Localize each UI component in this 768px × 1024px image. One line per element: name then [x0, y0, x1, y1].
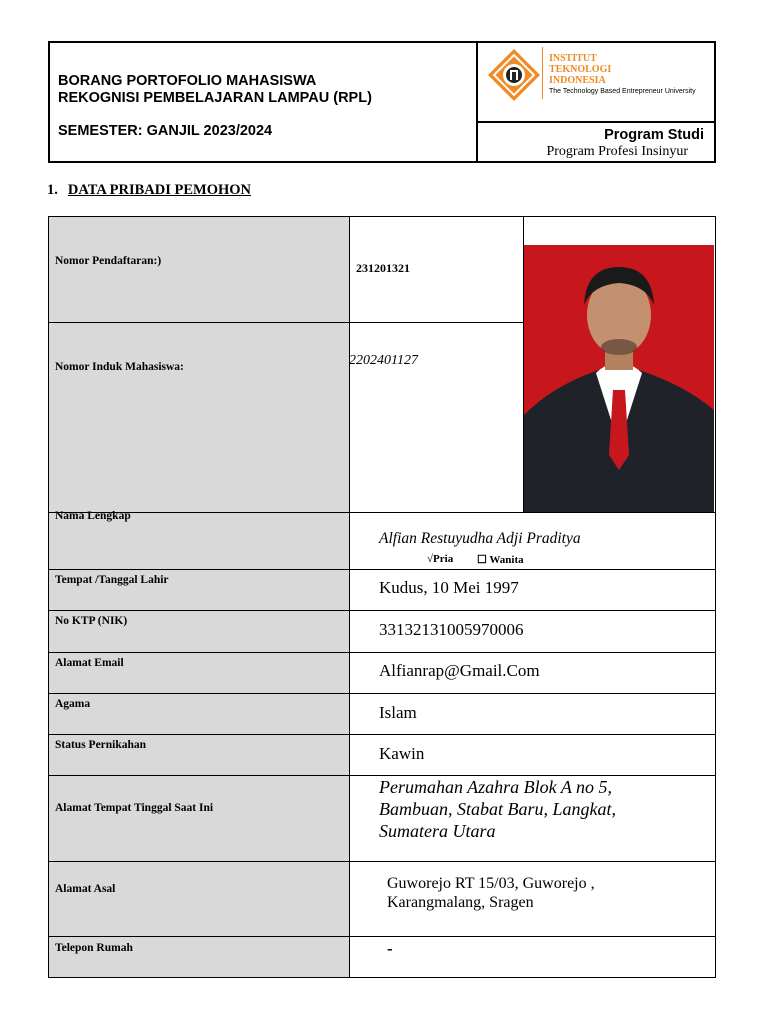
telepon-rumah-label: Telepon Rumah: [55, 942, 133, 954]
agama-label: Agama: [55, 698, 91, 710]
row-divider: [49, 693, 715, 694]
form-title-line2: REKOGNISI PEMBELAJARAN LAMPAU (RPL): [58, 90, 372, 106]
agama-value: Islam: [379, 703, 417, 722]
header-institution-block: [478, 43, 714, 161]
row-divider: [49, 512, 715, 513]
alamat-tinggal-line2: Bambuan, Stabat Baru, Langkat,: [379, 799, 616, 819]
nama-lengkap-label: Nama Lengkap: [55, 510, 131, 522]
nomor-pendaftaran-label: Nomor Pendaftaran:): [55, 255, 162, 267]
semester-label: SEMESTER: GANJIL 2023/2024: [58, 123, 273, 139]
section-title: DATA PRIBADI PEMOHON: [67, 182, 252, 198]
program-studi-label: Program Studi: [604, 127, 704, 143]
alamat-asal-label: Alamat Asal: [55, 883, 116, 895]
alamat-tinggal-value: [379, 776, 616, 842]
nama-lengkap-value: Alfian Restuyudha Adji Praditya: [379, 530, 581, 547]
section-number: 1.: [47, 182, 58, 198]
iti-logo-icon: [486, 47, 542, 103]
section-heading: [47, 182, 251, 199]
applicant-photo: [524, 245, 714, 512]
email-label: Alamat Email: [55, 657, 124, 669]
logo-tagline: The Technology Based Entrepreneur University: [549, 88, 696, 95]
ttl-value: Kudus, 10 Mei 1997: [379, 578, 519, 597]
row-divider: [49, 861, 715, 862]
status-pernikahan-value: Kawin: [379, 744, 425, 763]
program-studi-value: Program Profesi Insinyur: [546, 144, 688, 159]
alamat-asal-line1: Guworejo RT 15/03, Guworejo ,: [387, 875, 595, 892]
institution-logo-box: [478, 43, 714, 123]
alamat-tinggal-line3: Sumatera Utara: [379, 821, 496, 841]
logo-divider: [542, 47, 543, 99]
personal-data-table: [48, 216, 716, 978]
ktp-value: 33132131005970006: [379, 620, 524, 639]
alamat-tinggal-label: Alamat Tempat Tinggal Saat Ini: [55, 802, 214, 814]
email-value: Alfianrap@Gmail.Com: [379, 661, 540, 680]
alamat-asal-line2: Karangmalang, Sragen: [387, 894, 534, 911]
nomor-pendaftaran-value: 231201321: [356, 261, 410, 275]
logo-text: [549, 53, 611, 86]
ttl-label: Tempat /Tanggal Lahir: [55, 574, 169, 586]
logo-line-3: INDONESIA: [549, 75, 606, 86]
logo-line-1: INSTITUT: [549, 53, 597, 64]
ktp-label: No KTP (NIK): [55, 615, 128, 627]
row-divider: [49, 652, 715, 653]
telepon-rumah-value: -: [387, 939, 393, 958]
gender-pria-option: √Pria: [427, 553, 454, 565]
row-divider: [49, 734, 715, 735]
gender-wanita-option: ☐ Wanita: [477, 554, 524, 566]
status-pernikahan-label: Status Pernikahan: [55, 739, 147, 751]
nim-label: Nomor Induk Mahasiswa:: [55, 361, 184, 373]
row-divider: [49, 569, 715, 570]
row-divider: [49, 936, 715, 937]
header-title-block: [50, 43, 478, 161]
row-divider: [49, 610, 715, 611]
nim-value: 2202401127: [349, 353, 418, 368]
alamat-tinggal-line1: Perumahan Azahra Blok A no 5,: [379, 777, 612, 797]
logo-line-2: TEKNOLOGI: [549, 64, 612, 75]
alamat-asal-value: [387, 874, 595, 912]
row-divider: [49, 322, 523, 323]
document-header: [48, 41, 716, 163]
form-title-line1: BORANG PORTOFOLIO MAHASISWA: [58, 73, 317, 89]
